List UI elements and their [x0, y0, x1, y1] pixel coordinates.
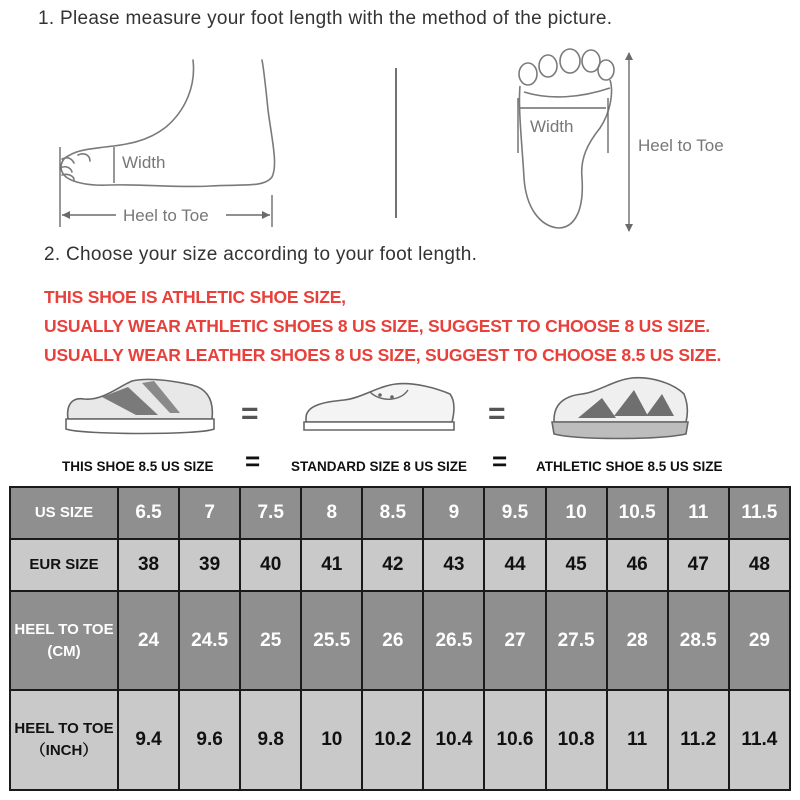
size-table-cell: 25.5	[301, 591, 362, 691]
size-table-cell: 39	[179, 539, 240, 591]
standard-size-label: STANDARD SIZE 8 US SIZE	[291, 459, 468, 474]
size-table-cell: 10.8	[546, 690, 607, 790]
foot-side-view-diagram	[50, 55, 290, 230]
size-table-cell: 24	[118, 591, 179, 691]
size-table-cell: 7	[179, 487, 240, 539]
size-table-cell: 28	[607, 591, 668, 691]
size-table-cell: 10.5	[607, 487, 668, 539]
row-header-line: (CM)	[47, 642, 81, 660]
this-shoe-size-label: THIS SHOE 8.5 US SIZE	[62, 459, 214, 474]
side-width-label: Width	[122, 153, 166, 172]
row-header-line: （INCH）	[30, 742, 98, 760]
equals-sign-1: =	[241, 397, 259, 430]
size-table-cell: 11	[607, 690, 668, 790]
size-table-cell: 6.5	[118, 487, 179, 539]
size-table-cell: 47	[668, 539, 729, 591]
size-table-cell: 28.5	[668, 591, 729, 691]
size-table-cell: 11.2	[668, 690, 729, 790]
size-table-cell: 43	[423, 539, 484, 591]
notice-line-2: USUALLY WEAR ATHLETIC SHOES 8 US SIZE, SUGGEST TO CHOOSE 8 US SIZE.	[44, 316, 710, 336]
size-table-cell: 48	[729, 539, 790, 591]
athletic-shoe-icon	[548, 374, 690, 444]
size-table-cell: 38	[118, 539, 179, 591]
size-table-cell: 25	[240, 591, 301, 691]
row-header-line: EUR SIZE	[29, 555, 99, 573]
equals-sign-2: =	[488, 397, 506, 430]
size-table-cell: 8.5	[362, 487, 423, 539]
notice-line-1: THIS SHOE IS ATHLETIC SHOE SIZE,	[44, 287, 346, 307]
size-table-cell: 29	[729, 591, 790, 691]
size-table-row-header	[10, 690, 118, 790]
size-table-cell: 10.2	[362, 690, 423, 790]
size-table-cell: 11.4	[729, 690, 790, 790]
size-table-cell: 27	[484, 591, 545, 691]
size-table-cell: 11	[668, 487, 729, 539]
size-table-row-header	[10, 539, 118, 591]
size-table-cell: 27.5	[546, 591, 607, 691]
size-table-cell: 10.6	[484, 690, 545, 790]
row-header-line: HEEL TO TOE	[14, 720, 114, 738]
size-table-cell: 26.5	[423, 591, 484, 691]
sneaker-shoe-icon	[62, 375, 218, 441]
step-1-instruction: 1. Please measure your foot length with the method of the picture.	[38, 8, 613, 29]
size-table-cell: 24.5	[179, 591, 240, 691]
side-heel-to-toe-label: Heel to Toe	[123, 206, 209, 225]
leather-shoe-icon	[300, 378, 460, 440]
equals-sign-4: =	[492, 446, 508, 476]
size-table-cell: 10.4	[423, 690, 484, 790]
size-table-cell: 9.8	[240, 690, 301, 790]
size-table-cell: 26	[362, 591, 423, 691]
top-heel-to-toe-label: Heel to Toe	[638, 136, 724, 155]
size-table-row	[10, 539, 790, 591]
size-table-cell: 41	[301, 539, 362, 591]
size-chart-table	[9, 486, 791, 791]
size-table-cell: 9.4	[118, 690, 179, 790]
athletic-size-label: ATHLETIC SHOE 8.5 US SIZE	[536, 459, 723, 474]
notice-line-3: USUALLY WEAR LEATHER SHOES 8 US SIZE, SUGGEST TO CHOOSE 8.5 US SIZE.	[44, 345, 722, 365]
size-table-cell: 46	[607, 539, 668, 591]
size-table-cell: 40	[240, 539, 301, 591]
size-table-cell: 45	[546, 539, 607, 591]
row-header-line: HEEL TO TOE	[14, 620, 114, 638]
size-table-cell: 7.5	[240, 487, 301, 539]
size-table-cell: 10	[301, 690, 362, 790]
size-table-cell: 9.6	[179, 690, 240, 790]
size-table-cell: 11.5	[729, 487, 790, 539]
size-table-cell: 44	[484, 539, 545, 591]
size-table-row	[10, 690, 790, 790]
size-table-row	[10, 487, 790, 539]
size-table-cell: 42	[362, 539, 423, 591]
size-table-row-header	[10, 487, 118, 539]
divider-line	[392, 68, 400, 218]
size-table-row	[10, 591, 790, 691]
size-table-cell: 9.5	[484, 487, 545, 539]
row-header-line: US SIZE	[34, 503, 94, 521]
size-table-cell: 9	[423, 487, 484, 539]
size-table-cell: 10	[546, 487, 607, 539]
size-table-row-header	[10, 591, 118, 691]
size-table-cell: 8	[301, 487, 362, 539]
foot-top-view-diagram	[510, 48, 760, 238]
step-2-instruction: 2. Choose your size according to your foot length.	[44, 244, 478, 265]
top-width-label: Width	[530, 117, 574, 136]
equals-sign-3: =	[245, 446, 261, 476]
